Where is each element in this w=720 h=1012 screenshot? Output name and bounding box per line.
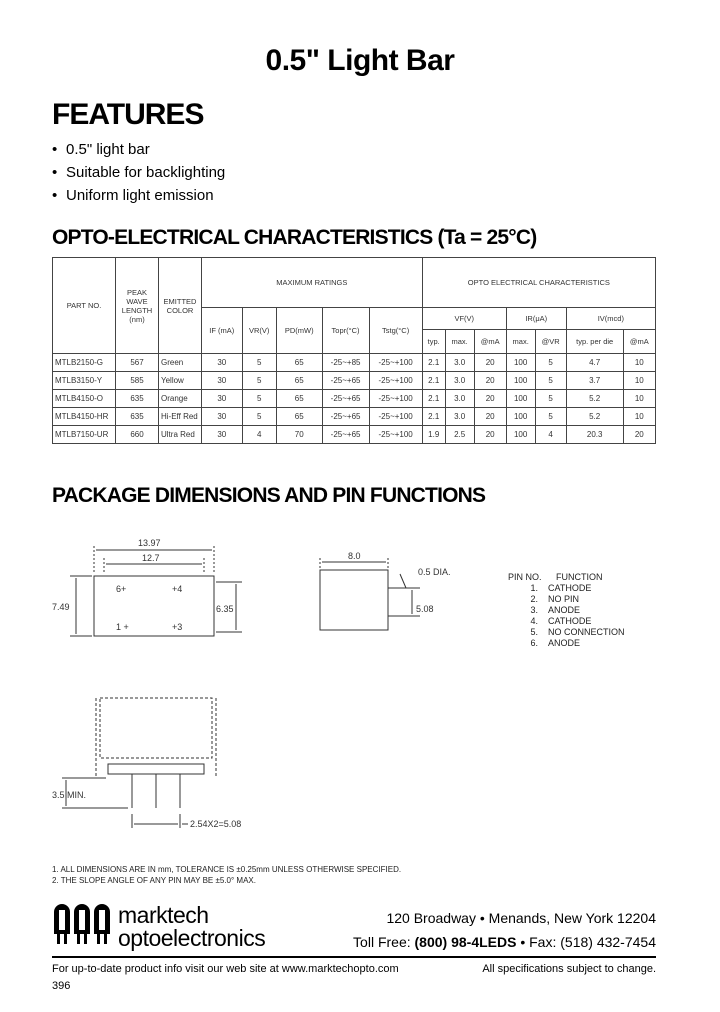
table-cell-part: MTLB3150-Y — [53, 372, 116, 390]
table-cell-part: MTLB4150-HR — [53, 408, 116, 426]
features-heading: FEATURES — [52, 98, 204, 131]
dim-pin-dia: 0.5 DIA. — [418, 567, 451, 577]
table-cell-ir-max: 100 — [506, 354, 535, 372]
table-cell-vr: 5 — [242, 372, 276, 390]
table-cell-if: 30 — [202, 354, 243, 372]
pin-row — [508, 638, 625, 649]
fax-number: • Fax: (518) 432-7454 — [516, 934, 656, 950]
table-cell-tstg: -25~+100 — [369, 390, 422, 408]
disclaimer: All specifications subject to change. — [482, 963, 656, 975]
pin-number: 4. — [530, 616, 538, 626]
col-part-no: PART NO. — [53, 258, 116, 354]
table-cell-tstg: -25~+100 — [369, 354, 422, 372]
table-cell-topr: -25~+85 — [322, 354, 369, 372]
feature-item: • 0.5" light bar — [52, 138, 225, 161]
pin-function-header — [508, 572, 625, 583]
table-cell-wave: 567 — [116, 354, 159, 372]
marktech-logo-icon — [52, 902, 114, 946]
table-row — [53, 408, 656, 426]
pin-rows — [508, 583, 625, 649]
col-ir-at: @VR — [535, 330, 566, 354]
col-iv: IV(mcd) — [566, 308, 655, 330]
feature-item: • Suitable for backlighting — [52, 161, 225, 184]
table-cell-ir-at: 5 — [535, 354, 566, 372]
dim-width-inner: 12.7 — [142, 553, 160, 563]
pin-function: ANODE — [548, 638, 581, 648]
table-cell-vf-typ: 2.1 — [422, 354, 445, 372]
table-cell-iv-typ: 5.2 — [566, 390, 623, 408]
col-ir-max: max. — [506, 330, 535, 354]
company-address: 120 Broadway • Menands, New York 12204 — [386, 910, 656, 926]
pin-label-6: 6+ — [116, 584, 127, 594]
table-cell-vf-max: 3.0 — [445, 390, 474, 408]
table-cell-vf-typ: 2.1 — [422, 390, 445, 408]
table-cell-topr: -25~+65 — [322, 408, 369, 426]
table-cell-pd: 65 — [276, 354, 322, 372]
pin-row — [508, 627, 625, 638]
pin-row — [508, 616, 625, 627]
table-cell-part: MTLB4150-O — [53, 390, 116, 408]
table-cell-color: Orange — [159, 390, 202, 408]
table-cell-vf-max: 3.0 — [445, 408, 474, 426]
col-ir: IR(μA) — [506, 308, 566, 330]
col-emitted-color: EMITTED COLOR — [159, 258, 202, 354]
table-body — [53, 354, 656, 444]
table-cell-iv-at: 10 — [623, 354, 655, 372]
table-cell-pd: 70 — [276, 426, 322, 444]
col-vf: VF(V) — [422, 308, 506, 330]
dim-lead-min: 3.5 MIN. — [52, 790, 87, 800]
col-vf-at: @mA — [474, 330, 506, 354]
page-number: 396 — [52, 980, 71, 992]
col-iv-typ: typ. per die — [566, 330, 623, 354]
pin-row — [508, 594, 625, 605]
dim-side-width: 8.0 — [348, 551, 361, 561]
phone-number: (800) 98-4LEDS — [414, 934, 517, 950]
table-cell-part: MTLB7150-UR — [53, 426, 116, 444]
page-title: 0.5" Light Bar — [265, 44, 455, 77]
opto-heading: OPTO-ELECTRICAL CHARACTERISTICS (Ta = 25°C) — [52, 226, 537, 249]
table-cell-iv-at: 10 — [623, 408, 655, 426]
characteristics-table — [52, 257, 656, 444]
table-row — [53, 354, 656, 372]
table-cell-vf-typ: 1.9 — [422, 426, 445, 444]
col-topr: Topr(°C) — [322, 308, 369, 354]
feature-item: • Uniform light emission — [52, 184, 225, 207]
table-cell-topr: -25~+65 — [322, 426, 369, 444]
table-cell-ir-at: 5 — [535, 408, 566, 426]
dim-lead-pitch: 2.54X2=5.08 — [190, 819, 242, 829]
company-name — [118, 904, 265, 950]
col-vf-typ: typ. — [422, 330, 445, 354]
pin-number: 3. — [530, 605, 538, 615]
pin-label-3: +3 — [172, 622, 183, 632]
table-cell-color: Hi-Eff Red — [159, 408, 202, 426]
table-cell-tstg: -25~+100 — [369, 408, 422, 426]
table-cell-ir-at: 5 — [535, 390, 566, 408]
table-cell-ir-max: 100 — [506, 390, 535, 408]
table-cell-ir-at: 4 — [535, 426, 566, 444]
table-cell-iv-at: 10 — [623, 390, 655, 408]
table-cell-pd: 65 — [276, 390, 322, 408]
col-if: IF (mA) — [202, 308, 243, 354]
side-view-drawing — [300, 550, 480, 650]
col-vr: VR(V) — [242, 308, 276, 354]
notes — [52, 864, 401, 886]
pin-row — [508, 605, 625, 616]
pin-number: 1. — [530, 583, 538, 593]
table-cell-vr: 5 — [242, 390, 276, 408]
col-iv-at: @mA — [623, 330, 655, 354]
table-cell-tstg: -25~+100 — [369, 426, 422, 444]
pin-function: NO PIN — [548, 594, 580, 604]
dim-height-inner: 6.35 — [216, 604, 234, 614]
table-cell-pd: 65 — [276, 408, 322, 426]
pin-number: 5. — [530, 627, 538, 637]
note-2: 2. THE SLOPE ANGLE OF ANY PIN MAY BE ±5.0° MAX. — [52, 876, 256, 885]
table-cell-if: 30 — [202, 408, 243, 426]
pin-function-list — [508, 572, 625, 649]
table-cell-vr: 5 — [242, 408, 276, 426]
company-name-line1: marktech — [118, 902, 209, 928]
pin-number: 6. — [530, 638, 538, 648]
col-peak-wave: PEAK WAVE LENGTH (nm) — [116, 258, 159, 354]
table-cell-vr: 4 — [242, 426, 276, 444]
table-cell-vf-at: 20 — [474, 390, 506, 408]
table-cell-ir-max: 100 — [506, 372, 535, 390]
table-cell-wave: 635 — [116, 408, 159, 426]
pin-label-4: +4 — [172, 584, 183, 594]
table-cell-vf-max: 3.0 — [445, 372, 474, 390]
table-cell-iv-typ: 20.3 — [566, 426, 623, 444]
table-cell-if: 30 — [202, 426, 243, 444]
note-1: 1. ALL DIMENSIONS ARE IN mm, TOLERANCE IS ±0.25mm UNLESS OTHERWISE SPECIFIED. — [52, 865, 402, 874]
phone-prefix: Toll Free: — [353, 934, 415, 950]
dim-pin-spacing: 5.08 — [416, 604, 434, 614]
table-cell-color: Yellow — [159, 372, 202, 390]
table-row — [53, 426, 656, 444]
table-cell-vf-max: 3.0 — [445, 354, 474, 372]
footer-divider — [52, 956, 656, 958]
table-cell-iv-typ: 5.2 — [566, 408, 623, 426]
table-cell-pd: 65 — [276, 372, 322, 390]
dim-width-total: 13.97 — [138, 538, 161, 548]
pin-number: 2. — [530, 594, 538, 604]
pin-no-header: PIN NO. — [508, 572, 542, 582]
table-cell-wave: 660 — [116, 426, 159, 444]
table-cell-color: Ultra Red — [159, 426, 202, 444]
table-cell-wave: 585 — [116, 372, 159, 390]
pin-function: ANODE — [548, 605, 581, 615]
website-note: For up-to-date product info visit our web site at www.marktechopto.com — [52, 963, 399, 975]
pin-function: NO CONNECTION — [548, 627, 625, 637]
table-cell-part: MTLB2150-G — [53, 354, 116, 372]
dim-height-total: 7.49 — [52, 602, 70, 612]
table-cell-if: 30 — [202, 372, 243, 390]
table-cell-vf-typ: 2.1 — [422, 408, 445, 426]
front-view-drawing — [52, 528, 302, 648]
table-cell-iv-at: 10 — [623, 372, 655, 390]
table-cell-vf-at: 20 — [474, 408, 506, 426]
table-cell-wave: 635 — [116, 390, 159, 408]
pin-function: CATHODE — [548, 616, 592, 626]
company-name-line2: optoelectronics — [118, 925, 266, 951]
bottom-view-drawing — [52, 688, 302, 838]
table-cell-tstg: -25~+100 — [369, 372, 422, 390]
table-cell-if: 30 — [202, 390, 243, 408]
company-contact — [353, 934, 656, 950]
col-tstg: Tstg(°C) — [369, 308, 422, 354]
col-opto-char: OPTO ELECTRICAL CHARACTERISTICS — [422, 258, 655, 308]
col-vf-max: max. — [445, 330, 474, 354]
table-cell-vf-typ: 2.1 — [422, 372, 445, 390]
table-row — [53, 372, 656, 390]
pin-label-1: 1 + — [116, 622, 129, 632]
table-cell-vf-at: 20 — [474, 354, 506, 372]
table-cell-ir-max: 100 — [506, 426, 535, 444]
table-cell-topr: -25~+65 — [322, 372, 369, 390]
table-cell-iv-at: 20 — [623, 426, 655, 444]
function-header: FUNCTION — [556, 572, 603, 582]
table-cell-vr: 5 — [242, 354, 276, 372]
package-heading: PACKAGE DIMENSIONS AND PIN FUNCTIONS — [52, 484, 486, 507]
col-max-ratings: MAXIMUM RATINGS — [202, 258, 423, 308]
features-list — [52, 138, 225, 207]
table-cell-ir-at: 5 — [535, 372, 566, 390]
table-cell-color: Green — [159, 354, 202, 372]
table-cell-vf-at: 20 — [474, 372, 506, 390]
table-cell-ir-max: 100 — [506, 408, 535, 426]
table-cell-iv-typ: 3.7 — [566, 372, 623, 390]
table-cell-vf-at: 20 — [474, 426, 506, 444]
table-row — [53, 390, 656, 408]
table-cell-vf-max: 2.5 — [445, 426, 474, 444]
pin-function: CATHODE — [548, 583, 592, 593]
table-cell-iv-typ: 4.7 — [566, 354, 623, 372]
pin-row — [508, 583, 625, 594]
table-cell-topr: -25~+65 — [322, 390, 369, 408]
col-pd: PD(mW) — [276, 308, 322, 354]
